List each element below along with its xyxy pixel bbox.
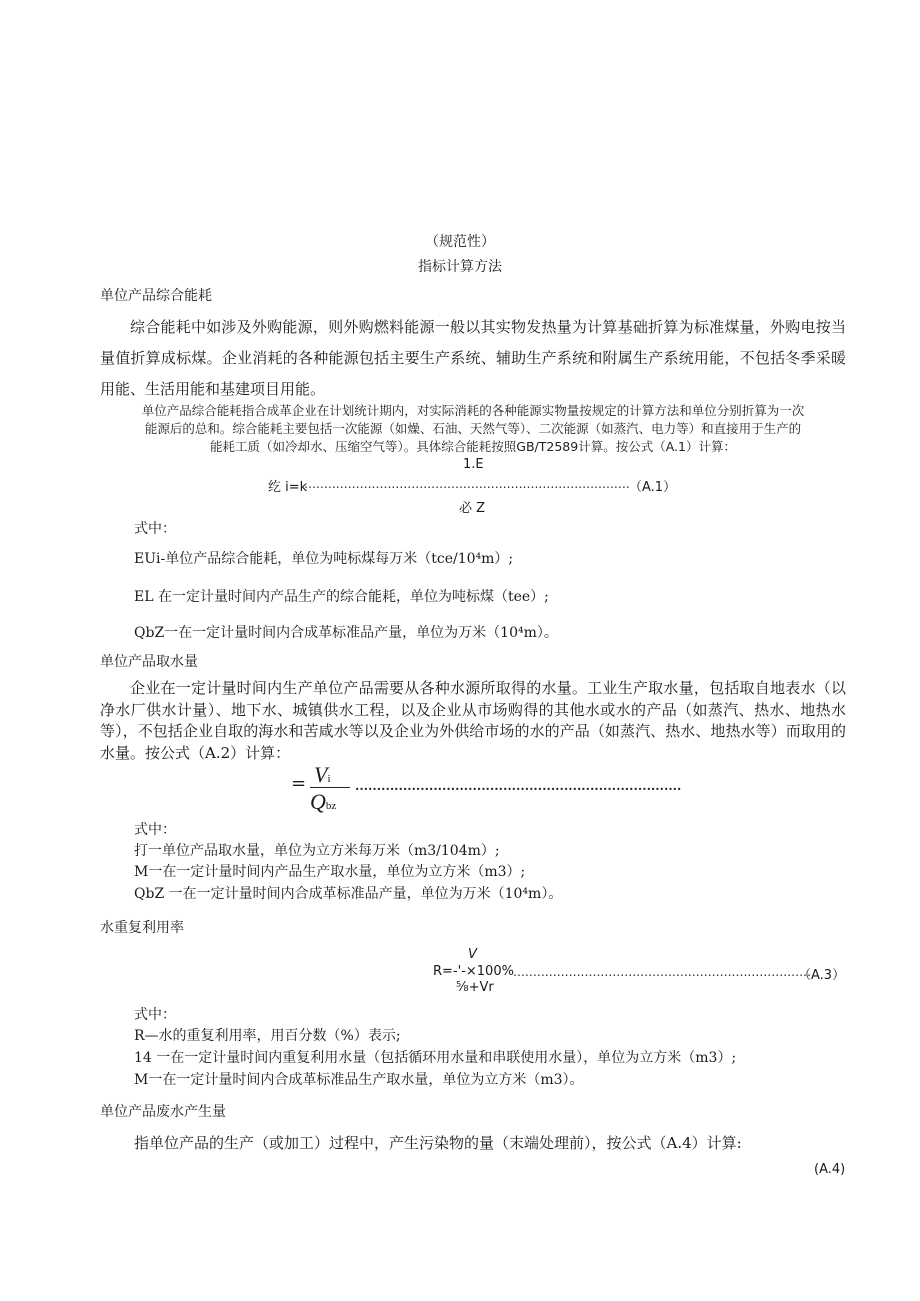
formula-a3-number: （A.3） [798, 968, 846, 983]
formula-a3-leader-dots: ........................................................................... [513, 964, 812, 979]
annex-label: （规范性） [425, 234, 495, 250]
definition-reuse-volume: 14 一在一定计量时间内重复利用水量（包括循环用水量和串联使用水量），单位为立方米（m3）; [134, 1050, 737, 1066]
paragraph-water-intake: 企业在一定计量时间内生产单位产品需要从各种水源所取得的水量。工业生产取水量，包括取自地表水（以净水厂供水计量）、地下水、城镇供水工程，以及企业从市场购得的其他水或水的产品（如蒸汽、热水、地热水等），不包括企业自取的海水和苦咸水等以及企业为外供给市场的水的产品（如蒸汽、热水、地热水等）而取用的水量。按公式（A.2）计算： [100, 679, 846, 762]
definition-eui: EUi-单位产品综合能耗，单位为吨标煤每万米（tce/10⁴m）; [134, 551, 514, 567]
section-heading-water-intake: 单位产品取水量 [100, 654, 198, 670]
where-label-a2: 式中： [134, 822, 176, 838]
formula-a3-lhs: R=-'-×100% [433, 964, 514, 979]
where-label-a1: 式中： [134, 521, 176, 537]
definition-m-a2: M一在一定计量时间内产品生产取水量，单位为立方米（m3）; [134, 864, 526, 880]
paragraph-wastewater: 指单位产品的生产（或加工）过程中，产生污染物的量（末端处理前），按公式（A.4）计算: [134, 1134, 742, 1152]
formula-a2-denominator-var: Q [310, 789, 326, 814]
definition-m-a3: M一在一定计量时间内合成革标准品生产取水量，单位为立方米（m3）。 [134, 1072, 584, 1088]
definition-qbz-a1: QbZ一在一定计量时间内合成革标准品产量，单位为万米（10⁴m）。 [134, 625, 558, 641]
annex-title: 指标计算方法 [418, 259, 502, 275]
small-text-line-2: 能源后的总和。综合能耗主要包括一次能源（如燥、石油、天然气等）、二次能源（如蒸汽、电力等）和直接用于生产的 [144, 421, 802, 436]
formula-a1-leader-dots: .................................................................................. [304, 476, 630, 491]
formula-a2-fraction-bar [310, 787, 350, 788]
formula-a4-number: (A.4) [814, 1162, 846, 1177]
formula-a3-denominator: ⅝+Vr [456, 980, 494, 995]
section-heading-energy: 单位产品综合能耗 [100, 288, 212, 304]
formula-a1-number: （A.1） [629, 480, 677, 495]
definition-qbz-a2: QbZ 一在一定计量时间内合成革标准品产量，单位为万米（10⁴m）。 [134, 886, 563, 902]
definition-water-intake: 打一单位产品取水量，单位为立方米每万米（m3/104m）; [134, 843, 500, 859]
formula-a2-numerator [314, 762, 331, 788]
formula-a2-equals: = [291, 773, 307, 794]
formula-a2-leader-dots: ........................................................................... [355, 778, 682, 793]
formula-a1-lhs: 纥 i=k [268, 480, 308, 495]
small-text-line-3: 能耗工质（如冷却水、压缩空气等）。具体综合能耗按照GB/T2589计算。按公式（A.1）计算： [210, 439, 736, 454]
formula-a2-numerator-sub: i [327, 773, 331, 785]
formula-a1-denominator: 必 Z [459, 501, 486, 516]
section-heading-wastewater: 单位产品废水产生量 [100, 1104, 226, 1120]
paragraph-energy-intro: 综合能耗中如涉及外购能源，则外购燃料能源一般以其实物发热量为计算基础折算为标准煤量，外购电按当量值折算成标煤。企业消耗的各种能源包括主要生产系统、辅助生产系统和附属生产系统用能，不包括冬季采暖用能、生活用能和基建项目用能。 [100, 318, 846, 398]
where-label-a3: 式中： [134, 1007, 176, 1023]
formula-a2-denominator [310, 789, 336, 815]
section-heading-water-reuse: 水重复利用率 [100, 920, 184, 936]
formula-a2-denominator-sub: bz [325, 800, 337, 812]
definition-el: EL 在一定计量时间内产品生产的综合能耗，单位为吨标煤（tee）; [134, 589, 549, 605]
formula-a3-numerator: V [468, 947, 477, 962]
formula-a1-numerator: 1.E [463, 457, 484, 472]
formula-a2-numerator-var: V [314, 762, 328, 787]
small-text-line-1: 单位产品综合能耗指合成革企业在计划统计期内，对实际消耗的各种能源实物量按规定的计算方法和单位分别折算为一次 [141, 403, 805, 418]
definition-r: R—水的重复利用率，用百分数（%）表示; [134, 1028, 401, 1044]
